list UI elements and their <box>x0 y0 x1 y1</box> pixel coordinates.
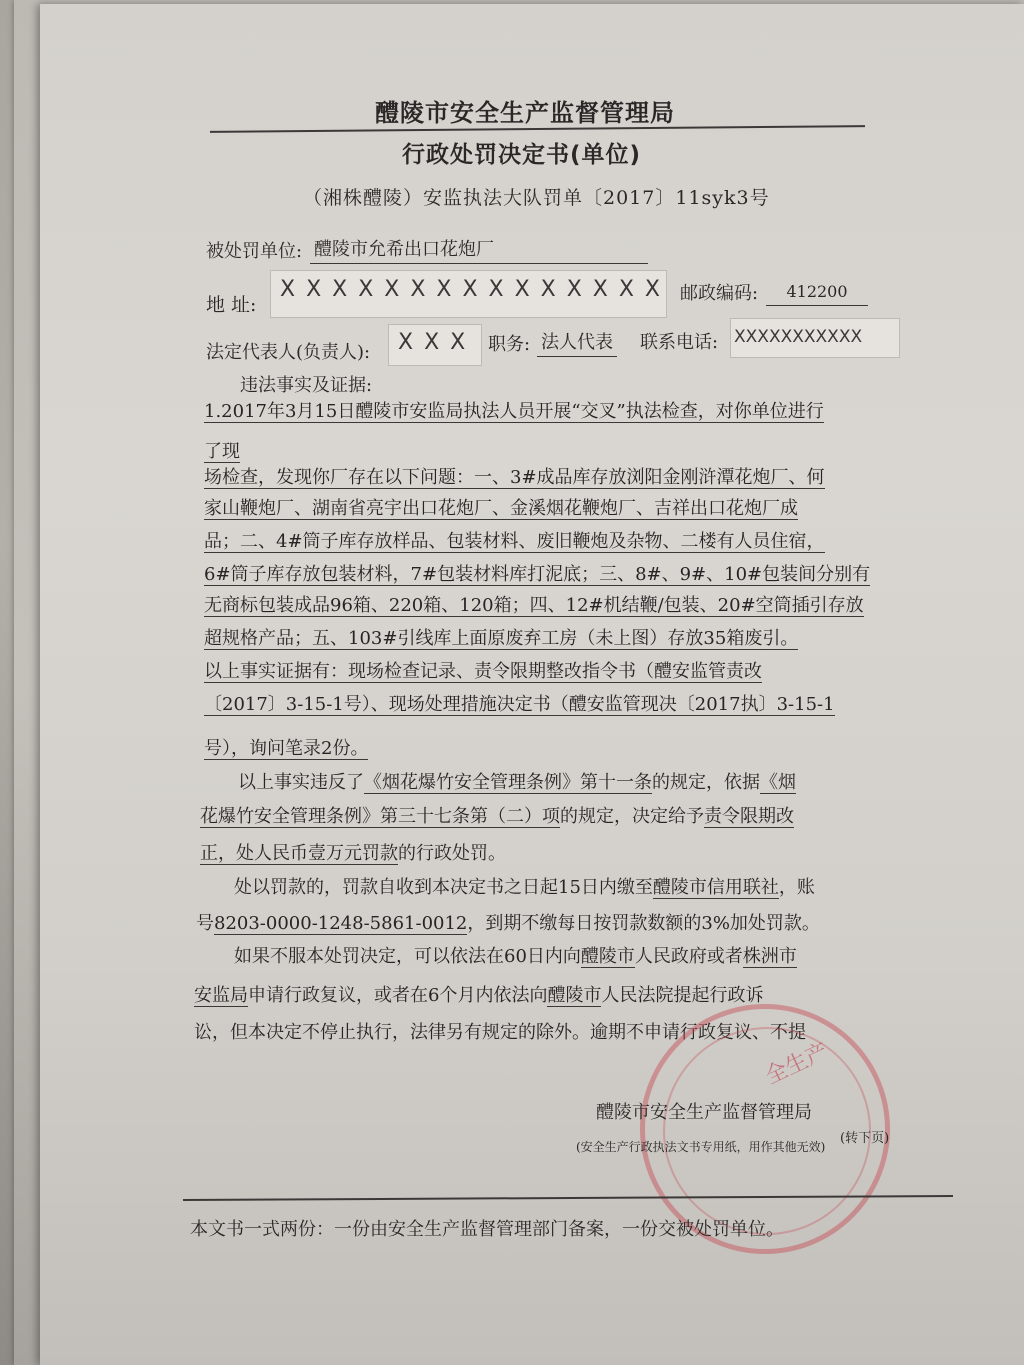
address-label: 地 址: <box>206 294 257 316</box>
postcode-label: 邮政编码: <box>680 283 759 304</box>
facts-line-10: 〔2017〕3-15-1号）、现场处理措施决定书（醴安监管现决〔2017执〕3-15-1 <box>204 694 835 715</box>
position-label: 职务: <box>488 334 531 355</box>
unit-label: 被处罚单位: <box>206 241 303 262</box>
facts-line-4: 家山鞭炮厂、湖南省亮宇出口花炮厂、金溪烟花鞭炮厂、吉祥出口花炮厂成 <box>204 498 798 519</box>
document-page <box>40 4 1024 1365</box>
address-value: X X X X X X X X X X X X X X X <box>280 277 662 302</box>
appeal-line-1: 如果不服本处罚决定，可以依法在60日内向醴陵市人民政府或者株洲市 <box>234 946 797 967</box>
facts-line-7: 无商标包装成品96箱、220箱、120箱；四、12#机结鞭/包装、20#空筒插引存放 <box>204 595 864 616</box>
postcode-value: 412200 <box>766 280 868 306</box>
payment-line-1: 处以罚款的，罚款自收到本决定书之日起15日内缴至醴陵市信用联社，账 <box>234 877 815 898</box>
agency-title: 醴陵市安全生产监督管理局 <box>375 99 675 127</box>
facts-line-11: 号），询问笔录2份。 <box>204 738 369 759</box>
position-value: 法人代表 <box>537 331 617 357</box>
official-seal-text: 全生产 <box>761 1039 833 1090</box>
stationery-note: (安全生产行政执法文书专用纸，用作其他无效) <box>576 1140 826 1154</box>
continued-note: (转下页) <box>840 1131 890 1146</box>
payment-line-2: 号8203-0000-1248-5861-0012，到期不缴每日按罚款数额的3%加处罚款。 <box>196 913 820 934</box>
decision-line-2: 花爆竹安全管理条例》第三十七条第（二）项的规定，决定给予责令限期改 <box>200 806 794 827</box>
facts-line-2: 了现 <box>204 441 240 462</box>
unit-value: 醴陵市允希出口花炮厂 <box>310 238 648 264</box>
facts-line-3: 场检查，发现你厂存在以下问题：一、3#成品库存放浏阳金刚浒潭花炮厂、何 <box>204 467 825 488</box>
facts-line-5: 品；二、4#筒子库存放样品、包装材料、废旧鞭炮及杂物、二楼有人员住宿， <box>204 531 825 552</box>
appeal-line-2: 安监局申请行政复议，或者在6个月内依法向醴陵市人民法院提起行政诉 <box>194 985 764 1006</box>
decision-line-3: 正，处人民币壹万元罚款的行政处罚。 <box>200 843 506 864</box>
document-title: 行政处罚决定书(单位) <box>402 142 642 168</box>
facts-line-9: 以上事实证据有：现场检查记录、责令限期整改指令书（醴安监管责改 <box>204 661 762 682</box>
facts-line-6: 6#筒子库存放包装材料，7#包装材料库打泥底；三、8#、9#、10#包装间分别有 <box>204 564 871 585</box>
decision-line-1: 以上事实违反了《烟花爆竹安全管理条例》第十一条的规定，依据《烟 <box>238 772 796 793</box>
facts-line-8: 超规格产品；五、103#引线库上面原废弃工房（未上图）存放35箱废引。 <box>204 628 799 649</box>
phone-label: 联系电话: <box>640 332 719 353</box>
facts-line-1: 1.2017年3月15日醴陵市安监局执法人员开展“交叉”执法检查，对你单位进行 <box>204 401 824 422</box>
representative-label: 法定代表人(负责人): <box>206 342 371 363</box>
appeal-line-3: 讼，但本决定不停止执行，法律另有规定的除外。逾期不申请行政复议、不提 <box>194 1022 806 1043</box>
document-number: （湘株醴陵）安监执法大队罚单〔2017〕11syk3号 <box>303 187 770 209</box>
signature-agency: 醴陵市安全生产监督管理局 <box>596 1102 812 1123</box>
facts-heading: 违法事实及证据: <box>240 375 373 396</box>
copies-note: 本文书一式两份：一份由安全生产监督管理部门备案，一份交被处罚单位。 <box>190 1219 784 1240</box>
representative-value: X X X <box>398 330 468 355</box>
phone-value: XXXXXXXXXXX <box>734 327 863 347</box>
